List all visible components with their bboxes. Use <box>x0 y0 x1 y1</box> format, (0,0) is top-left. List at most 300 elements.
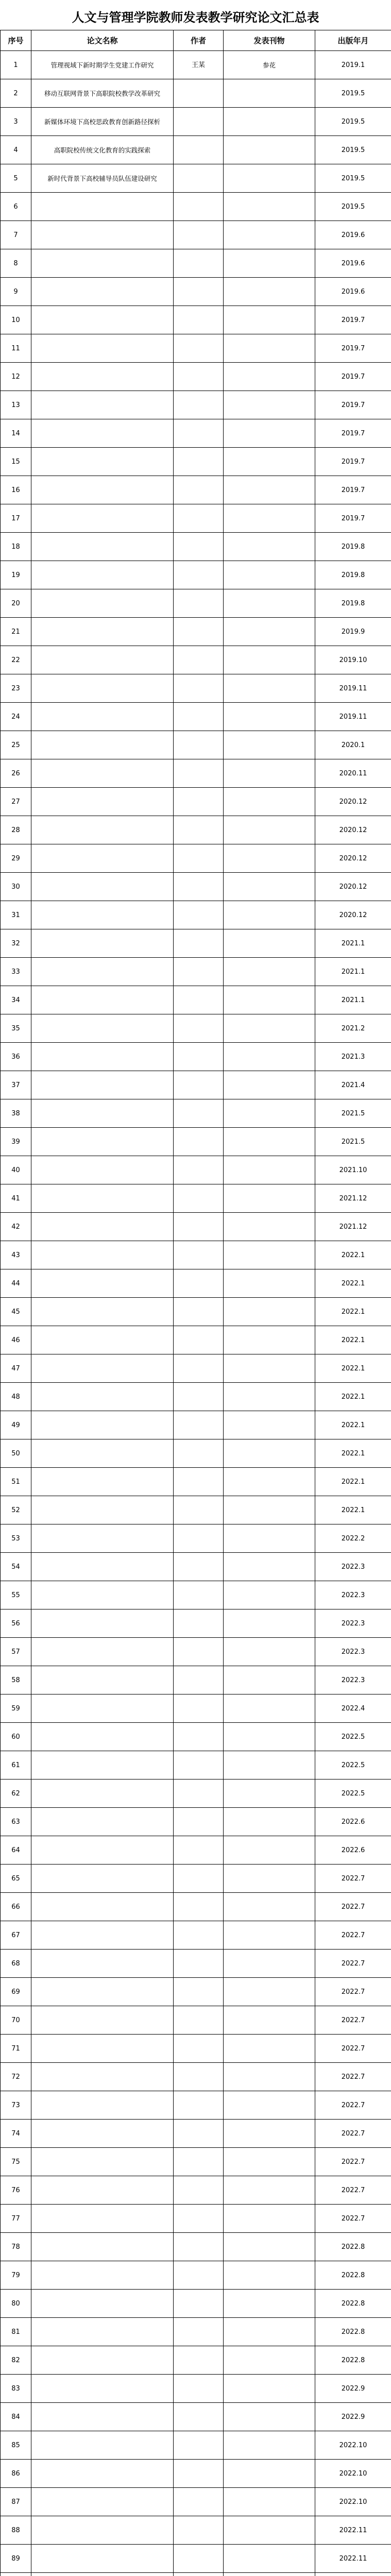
table-row <box>1 1950 391 1978</box>
cell-author <box>174 1383 224 1411</box>
cell-journal <box>224 816 315 844</box>
cell-date: 2022.7 <box>315 2176 391 2205</box>
cell-no: 34 <box>1 986 31 1014</box>
cell-date: 2022.7 <box>315 1893 391 1921</box>
cell-no: 37 <box>1 1071 31 1099</box>
table-row <box>1 51 391 79</box>
cell-journal <box>224 2346 315 2375</box>
cell-author <box>174 2403 224 2431</box>
table-row <box>1 844 391 873</box>
table-row <box>1 1439 391 1468</box>
cell-journal <box>224 1411 315 1439</box>
table-row <box>1 391 391 419</box>
cell-date: 2022.6 <box>315 1808 391 1836</box>
cell-author <box>174 1553 224 1581</box>
cell-author <box>174 1950 224 1978</box>
cell-journal <box>224 1354 315 1383</box>
cell-author <box>174 901 224 929</box>
cell-date: 2021.1 <box>315 958 391 986</box>
cell-date: 2020.12 <box>315 844 391 873</box>
cell-journal <box>224 391 315 419</box>
table-row <box>1 1014 391 1043</box>
cell-journal <box>224 136 315 164</box>
cell-title <box>31 1836 174 1865</box>
cell-date: 2021.4 <box>315 1071 391 1099</box>
cell-author <box>174 448 224 476</box>
cell-author <box>174 1354 224 1383</box>
cell-no: 13 <box>1 391 31 419</box>
cell-no: 22 <box>1 646 31 674</box>
cell-title <box>31 2346 174 2375</box>
cell-title <box>31 2006 174 2035</box>
cell-title <box>31 2375 174 2403</box>
cell-author <box>174 136 224 164</box>
cell-no: 16 <box>1 476 31 504</box>
cell-author <box>174 2431 224 2460</box>
cell-author <box>174 2148 224 2176</box>
cell-date: 2019.6 <box>315 278 391 306</box>
cell-author <box>174 476 224 504</box>
cell-date: 2019.5 <box>315 108 391 136</box>
cell-date: 2020.12 <box>315 816 391 844</box>
table-row <box>1 1071 391 1099</box>
table-row <box>1 1269 391 1298</box>
table-row <box>1 2545 391 2573</box>
cell-author <box>174 1269 224 1298</box>
cell-author <box>174 108 224 136</box>
cell-no: 7 <box>1 221 31 249</box>
cell-no: 88 <box>1 2516 31 2545</box>
cell-journal <box>224 788 315 816</box>
cell-date: 2022.1 <box>315 1439 391 1468</box>
cell-no <box>1 2573 31 2576</box>
cell-author <box>174 703 224 731</box>
cell-title <box>31 1184 174 1213</box>
table-row <box>1 646 391 674</box>
cell-author <box>174 674 224 703</box>
cell-no: 29 <box>1 844 31 873</box>
header-journal: 发表刊物 <box>224 30 315 51</box>
cell-journal <box>224 1638 315 1666</box>
cell-no: 78 <box>1 2233 31 2261</box>
table-row <box>1 1241 391 1269</box>
table-row <box>1 2460 391 2488</box>
cell-author <box>174 2460 224 2488</box>
table-row <box>1 929 391 958</box>
cell-no: 25 <box>1 731 31 759</box>
cell-journal <box>224 2205 315 2233</box>
cell-title <box>31 2261 174 2290</box>
cell-no: 15 <box>1 448 31 476</box>
cell-no: 74 <box>1 2120 31 2148</box>
cell-date: 2022.4 <box>315 1694 391 1723</box>
cell-title <box>31 1099 174 1128</box>
cell-no: 26 <box>1 759 31 788</box>
cell-journal <box>224 2063 315 2091</box>
cell-title <box>31 1468 174 1496</box>
cell-date: 2021.2 <box>315 1014 391 1043</box>
cell-no: 55 <box>1 1581 31 1609</box>
cell-author <box>174 1581 224 1609</box>
cell-date: 2022.7 <box>315 1978 391 2006</box>
cell-no: 48 <box>1 1383 31 1411</box>
cell-no: 10 <box>1 306 31 334</box>
cell-journal <box>224 2318 315 2346</box>
cell-date: 2019.8 <box>315 533 391 561</box>
table-row <box>1 1808 391 1836</box>
cell-author <box>174 2063 224 2091</box>
cell-title <box>31 1553 174 1581</box>
cell-title <box>31 1241 174 1269</box>
cell-author <box>174 1694 224 1723</box>
cell-date: 2022.10 <box>315 2460 391 2488</box>
cell-author <box>174 1723 224 1751</box>
cell-journal <box>224 1865 315 1893</box>
table-row <box>1 306 391 334</box>
cell-no: 35 <box>1 1014 31 1043</box>
table-row <box>1 363 391 391</box>
cell-title <box>31 1298 174 1326</box>
cell-author <box>174 2573 224 2576</box>
cell-journal <box>224 618 315 646</box>
cell-author <box>174 1921 224 1950</box>
cell-date: 2019.10 <box>315 646 391 674</box>
table-row <box>1 1411 391 1439</box>
cell-journal <box>224 1439 315 1468</box>
cell-author <box>174 391 224 419</box>
cell-no: 80 <box>1 2290 31 2318</box>
cell-date: 2020.12 <box>315 873 391 901</box>
cell-date: 2022.1 <box>315 1496 391 1524</box>
table-row <box>1 1496 391 1524</box>
table-row <box>1 1184 391 1213</box>
cell-title <box>31 788 174 816</box>
cell-title <box>31 2431 174 2460</box>
cell-author <box>174 589 224 618</box>
cell-date: 2021.10 <box>315 1156 391 1184</box>
cell-no: 12 <box>1 363 31 391</box>
table-row <box>1 1893 391 1921</box>
cell-title <box>31 986 174 1014</box>
cell-date: 2019.5 <box>315 193 391 221</box>
cell-journal <box>224 901 315 929</box>
table-row <box>1 504 391 533</box>
cell-title <box>31 1638 174 1666</box>
cell-title <box>31 703 174 731</box>
cell-date: 2022.3 <box>315 1553 391 1581</box>
table-row <box>1 561 391 589</box>
cell-no: 83 <box>1 2375 31 2403</box>
table-row <box>1 2120 391 2148</box>
cell-date: 2022.7 <box>315 2205 391 2233</box>
cell-author <box>174 1865 224 1893</box>
cell-no: 41 <box>1 1184 31 1213</box>
cell-no: 61 <box>1 1751 31 1780</box>
cell-date: 2019.7 <box>315 448 391 476</box>
table-row <box>1 1723 391 1751</box>
cell-no: 40 <box>1 1156 31 1184</box>
table-row <box>1 2035 391 2063</box>
cell-title <box>31 589 174 618</box>
cell-journal <box>224 1524 315 1553</box>
cell-date: 2019.6 <box>315 249 391 278</box>
cell-date: 2021.1 <box>315 929 391 958</box>
cell-date: 2022.1 <box>315 1383 391 1411</box>
cell-author <box>174 334 224 363</box>
cell-no: 53 <box>1 1524 31 1553</box>
papers-table <box>0 30 391 2576</box>
cell-title <box>31 1666 174 1694</box>
cell-date: 2021.12 <box>315 1184 391 1213</box>
header-no: 序号 <box>1 30 31 51</box>
cell-title <box>31 476 174 504</box>
cell-title <box>31 2290 174 2318</box>
cell-author <box>174 1043 224 1071</box>
cell-title <box>31 2148 174 2176</box>
cell-journal <box>224 79 315 108</box>
table-row <box>1 703 391 731</box>
table-row <box>1 448 391 476</box>
cell-title <box>31 2318 174 2346</box>
cell-no: 77 <box>1 2205 31 2233</box>
cell-no: 71 <box>1 2035 31 2063</box>
cell-no: 75 <box>1 2148 31 2176</box>
cell-title <box>31 1751 174 1780</box>
cell-no: 42 <box>1 1213 31 1241</box>
cell-no: 89 <box>1 2545 31 2573</box>
cell-date: 2022.11 <box>315 2545 391 2573</box>
cell-no: 6 <box>1 193 31 221</box>
table-row <box>1 2318 391 2346</box>
table-row <box>1 2233 391 2261</box>
cell-journal <box>224 2176 315 2205</box>
cell-journal <box>224 1128 315 1156</box>
cell-title <box>31 958 174 986</box>
cell-date: 2022.3 <box>315 1609 391 1638</box>
table-row <box>1 533 391 561</box>
cell-journal <box>224 674 315 703</box>
cell-title <box>31 618 174 646</box>
cell-journal <box>224 759 315 788</box>
cell-no: 31 <box>1 901 31 929</box>
cell-no: 84 <box>1 2403 31 2431</box>
cell-title <box>31 1354 174 1383</box>
cell-title <box>31 1411 174 1439</box>
cell-author <box>174 79 224 108</box>
cell-date: 2019.7 <box>315 363 391 391</box>
cell-date: 2022.3 <box>315 1666 391 1694</box>
cell-journal <box>224 2516 315 2545</box>
cell-title <box>31 2176 174 2205</box>
cell-date: 2022.5 <box>315 1780 391 1808</box>
cell-date: 2019.8 <box>315 561 391 589</box>
header-title: 论文名称 <box>31 30 174 51</box>
cell-author <box>174 1411 224 1439</box>
cell-author <box>174 1184 224 1213</box>
cell-author <box>174 731 224 759</box>
cell-date: 2019.6 <box>315 221 391 249</box>
table-row <box>1 901 391 929</box>
cell-journal <box>224 2431 315 2460</box>
table-row <box>1 1836 391 1865</box>
cell-journal <box>224 2233 315 2261</box>
cell-journal <box>224 108 315 136</box>
table-row <box>1 2290 391 2318</box>
table-row <box>1 1553 391 1581</box>
cell-date: 2020.12 <box>315 788 391 816</box>
cell-author <box>174 2516 224 2545</box>
cell-no: 86 <box>1 2460 31 2488</box>
table-row <box>1 618 391 646</box>
cell-journal <box>224 1836 315 1865</box>
cell-title: 管理视域下新时期学生党建工作研究 <box>31 51 174 79</box>
cell-no: 38 <box>1 1099 31 1128</box>
cell-journal <box>224 363 315 391</box>
cell-no: 72 <box>1 2063 31 2091</box>
table-row <box>1 221 391 249</box>
cell-date: 2022.7 <box>315 1865 391 1893</box>
cell-journal <box>224 448 315 476</box>
cell-journal <box>224 2460 315 2488</box>
cell-title <box>31 1383 174 1411</box>
cell-no: 46 <box>1 1326 31 1354</box>
cell-title <box>31 1865 174 1893</box>
cell-title: 移动互联网背景下高职院校教学改革研究 <box>31 79 174 108</box>
cell-title <box>31 731 174 759</box>
cell-no: 63 <box>1 1808 31 1836</box>
cell-author <box>174 306 224 334</box>
cell-title <box>31 2035 174 2063</box>
cell-journal <box>224 2091 315 2120</box>
cell-no: 58 <box>1 1666 31 1694</box>
cell-date: 2019.7 <box>315 476 391 504</box>
table-row <box>1 164 391 193</box>
cell-title <box>31 674 174 703</box>
table-row <box>1 1156 391 1184</box>
cell-date: 2022.1 <box>315 1298 391 1326</box>
cell-journal <box>224 731 315 759</box>
cell-journal <box>224 1950 315 1978</box>
cell-title <box>31 278 174 306</box>
cell-title <box>31 1326 174 1354</box>
cell-title <box>31 1014 174 1043</box>
cell-journal <box>224 1553 315 1581</box>
cell-date: 2022.7 <box>315 2006 391 2035</box>
cell-date: 2022.1 <box>315 1354 391 1383</box>
cell-title <box>31 533 174 561</box>
cell-date: 2022.7 <box>315 1921 391 1950</box>
cell-date: 2020.1 <box>315 731 391 759</box>
cell-no: 87 <box>1 2488 31 2516</box>
table-row <box>1 2261 391 2290</box>
cell-author <box>174 2176 224 2205</box>
cell-date: 2022.7 <box>315 2091 391 2120</box>
table-row <box>1 1099 391 1128</box>
cell-journal <box>224 1780 315 1808</box>
cell-date: 2022.3 <box>315 1638 391 1666</box>
cell-title <box>31 1043 174 1071</box>
table-row <box>1 1666 391 1694</box>
cell-title <box>31 1269 174 1298</box>
cell-title <box>31 561 174 589</box>
cell-no: 44 <box>1 1269 31 1298</box>
table-row <box>1 731 391 759</box>
cell-date: 2022.1 <box>315 1468 391 1496</box>
cell-journal <box>224 1014 315 1043</box>
cell-no: 36 <box>1 1043 31 1071</box>
cell-title <box>31 334 174 363</box>
cell-author <box>174 249 224 278</box>
cell-journal <box>224 1468 315 1496</box>
table-row <box>1 1978 391 2006</box>
table-row <box>1 1468 391 1496</box>
table-row <box>1 249 391 278</box>
cell-no: 4 <box>1 136 31 164</box>
table-row <box>1 2148 391 2176</box>
table-row <box>1 1921 391 1950</box>
cell-journal <box>224 193 315 221</box>
cell-author <box>174 1241 224 1269</box>
cell-date: 2022.3 <box>315 1581 391 1609</box>
page-title: 人文与管理学院教师发表教学研究论文汇总表 <box>72 10 319 25</box>
cell-author <box>174 1326 224 1354</box>
cell-date: 2022.1 <box>315 1241 391 1269</box>
cell-journal <box>224 1156 315 1184</box>
cell-date: 2022.2 <box>315 1524 391 1553</box>
cell-date: 2019.7 <box>315 504 391 533</box>
cell-author <box>174 1014 224 1043</box>
cell-author <box>174 1978 224 2006</box>
table-row <box>1 1609 391 1638</box>
cell-no: 24 <box>1 703 31 731</box>
table-row <box>1 788 391 816</box>
cell-title <box>31 1524 174 1553</box>
table-row <box>1 136 391 164</box>
cell-no: 76 <box>1 2176 31 2205</box>
cell-date: 2021.3 <box>315 1043 391 1071</box>
cell-author <box>174 2006 224 2035</box>
cell-no: 23 <box>1 674 31 703</box>
cell-title <box>31 2545 174 2573</box>
cell-journal <box>224 2120 315 2148</box>
cell-title <box>31 1950 174 1978</box>
cell-author <box>174 958 224 986</box>
table-row <box>1 1524 391 1553</box>
cell-title <box>31 1609 174 1638</box>
table-row <box>1 278 391 306</box>
cell-author <box>174 844 224 873</box>
table-row <box>1 1383 391 1411</box>
cell-no: 43 <box>1 1241 31 1269</box>
cell-journal <box>224 2035 315 2063</box>
cell-author <box>174 1524 224 1553</box>
table-row <box>1 1128 391 1156</box>
cell-journal <box>224 419 315 448</box>
cell-author <box>174 1156 224 1184</box>
cell-date: 2022.1 <box>315 1411 391 1439</box>
table-row <box>1 2516 391 2545</box>
cell-journal <box>224 703 315 731</box>
cell-no: 65 <box>1 1865 31 1893</box>
cell-journal <box>224 2545 315 2573</box>
cell-date: 2020.12 <box>315 901 391 929</box>
cell-author <box>174 193 224 221</box>
cell-author <box>174 2233 224 2261</box>
cell-journal <box>224 958 315 986</box>
cell-journal <box>224 1184 315 1213</box>
cell-author <box>174 618 224 646</box>
cell-journal <box>224 1043 315 1071</box>
